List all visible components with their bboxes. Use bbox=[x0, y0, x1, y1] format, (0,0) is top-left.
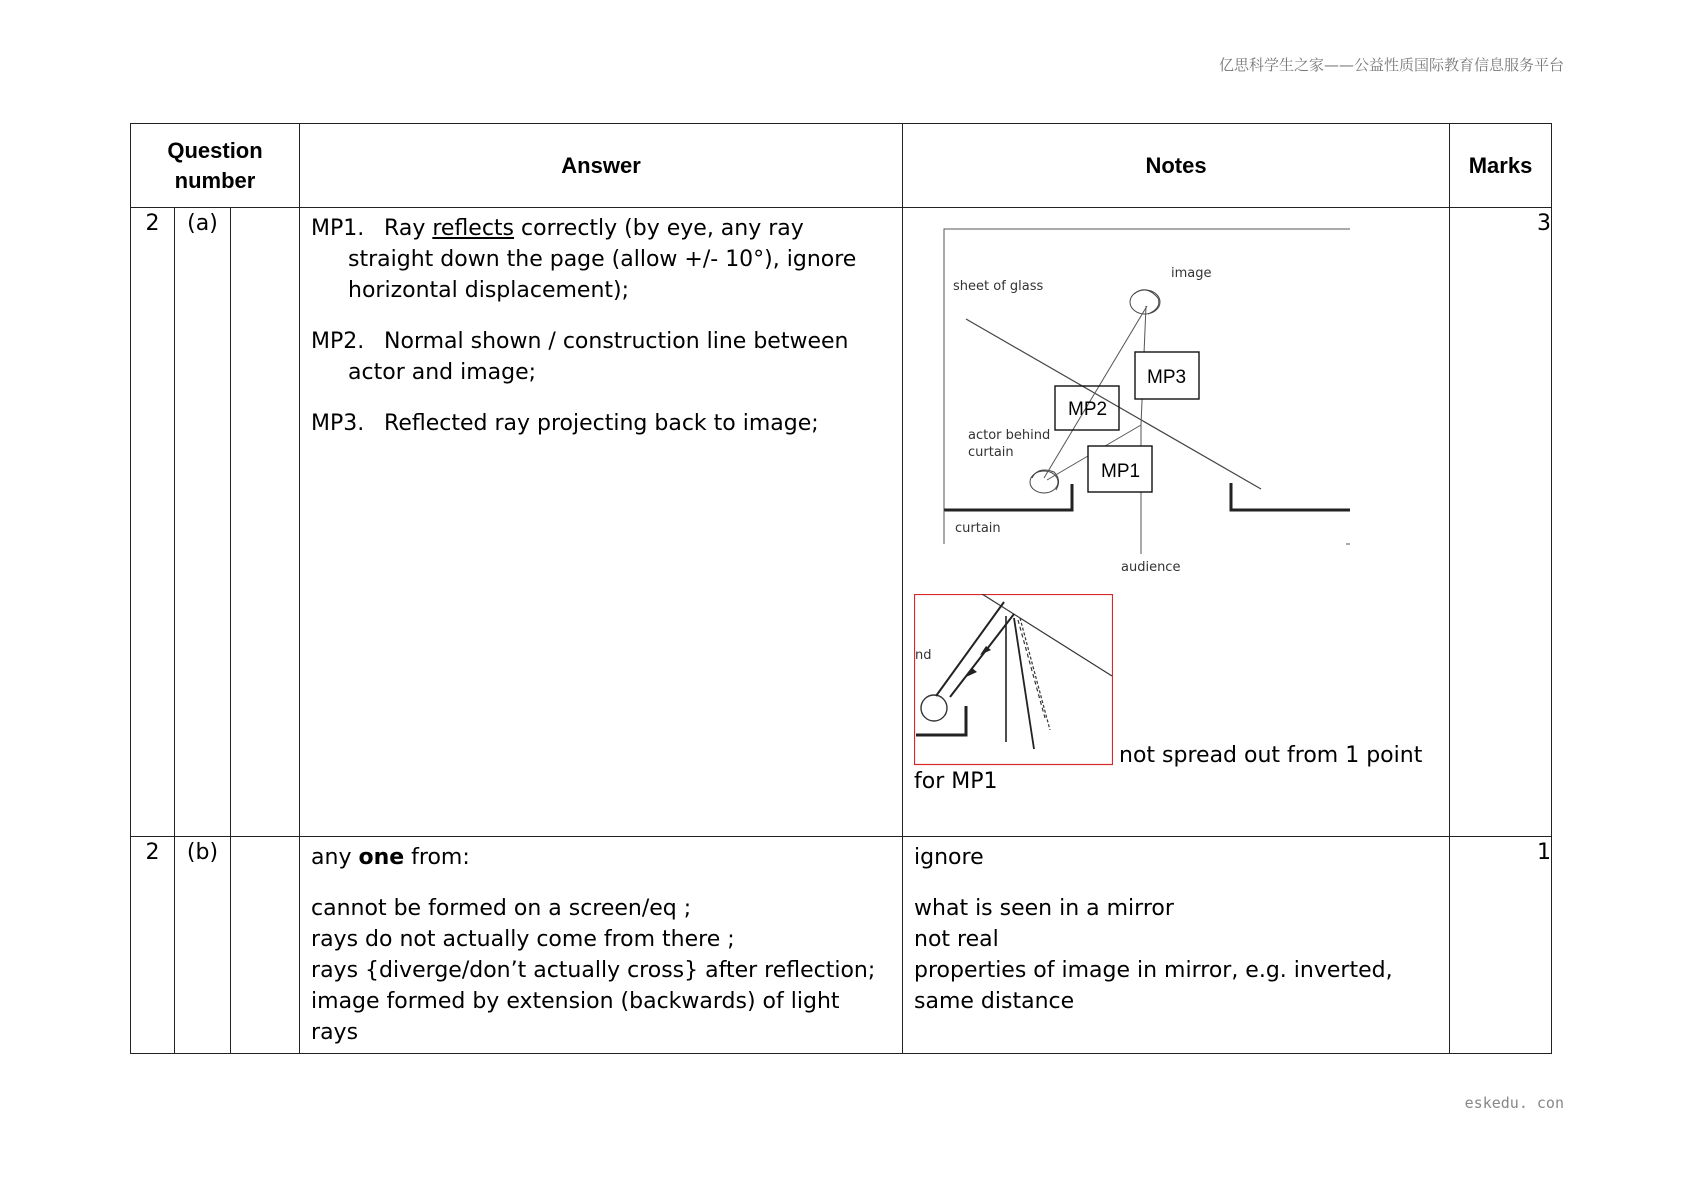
notes-heading: ignore bbox=[914, 845, 984, 870]
notes-line: not real bbox=[914, 927, 999, 952]
mp2-box-label: MP2 bbox=[1068, 399, 1108, 420]
answer-line: cannot be formed on a screen/eq ; bbox=[311, 896, 692, 921]
question-part: (a) bbox=[175, 208, 231, 837]
reflection-diagram bbox=[930, 216, 1350, 576]
notes-cell bbox=[903, 837, 1450, 1054]
answer-cell bbox=[300, 837, 903, 1054]
marking-point-1: MP1. Ray reflects correctly (by eye, any ray straight down the page (allow +/- 10°), ignore horizontal displacement); bbox=[311, 216, 857, 303]
answer-line: image formed by extension (backwards) of light bbox=[311, 989, 840, 1014]
header-answer: Answer bbox=[300, 124, 903, 208]
example-figure-block bbox=[914, 594, 1438, 766]
figure-caption-continued: for MP1 bbox=[914, 769, 998, 794]
figure-partial-label: nd bbox=[915, 648, 932, 663]
answer-line: rays {diverge/don’t actually cross} after reflection; bbox=[311, 958, 876, 983]
answer-cell bbox=[300, 208, 903, 837]
curtain-left bbox=[944, 484, 1072, 510]
curtain-label: curtain bbox=[955, 521, 1001, 536]
table-row-2b bbox=[131, 837, 1552, 1054]
question-part: (b) bbox=[175, 837, 231, 1054]
header-watermark: 亿思科学生之家——公益性质国际教育信息服务平台 bbox=[1218, 56, 1564, 74]
header-notes: Notes bbox=[903, 124, 1450, 208]
notes-cell bbox=[903, 208, 1450, 837]
underlined-keyword: reflects bbox=[432, 216, 515, 241]
notes-line: what is seen in a mirror bbox=[914, 896, 1174, 921]
mp3-box-label: MP3 bbox=[1147, 367, 1187, 388]
audience-label: audience bbox=[1121, 560, 1181, 575]
figure-caption: not spread out from 1 point bbox=[1119, 743, 1423, 768]
header-question-number: Question number bbox=[131, 124, 300, 208]
header-marks: Marks bbox=[1450, 124, 1552, 208]
actor-label-line2: curtain bbox=[968, 445, 1014, 460]
curtain-right bbox=[1231, 483, 1350, 510]
question-subpart bbox=[231, 837, 300, 1054]
actor-label-line1: actor behind bbox=[968, 428, 1051, 443]
marks-value: 3 bbox=[1450, 208, 1552, 837]
notes-line: properties of image in mirror, e.g. inverted, bbox=[914, 958, 1393, 983]
question-subpart bbox=[231, 208, 300, 837]
marks-value: 1 bbox=[1450, 837, 1552, 1054]
table-row-2a bbox=[131, 208, 1552, 837]
table-header-row bbox=[131, 124, 1552, 208]
mp1-box-label: MP1 bbox=[1101, 461, 1141, 482]
question-number: 2 bbox=[131, 837, 175, 1054]
image-label: image bbox=[1171, 266, 1212, 281]
answer-line: rays bbox=[311, 1020, 359, 1045]
answer-line: rays do not actually come from there ; bbox=[311, 927, 735, 952]
example-ray-figure bbox=[914, 594, 1113, 766]
answer-intro: any one from: bbox=[311, 845, 470, 870]
mark-scheme-table bbox=[130, 123, 1552, 1054]
sheet-of-glass-label: sheet of glass bbox=[953, 279, 1044, 294]
question-number: 2 bbox=[131, 208, 175, 837]
marking-point-3: MP3. Reflected ray projecting back to image; bbox=[311, 411, 819, 436]
marking-point-2: MP2. Normal shown / construction line between actor and image; bbox=[311, 329, 849, 385]
notes-line: same distance bbox=[914, 989, 1075, 1014]
footer-site: eskedu. con bbox=[1464, 1094, 1564, 1112]
